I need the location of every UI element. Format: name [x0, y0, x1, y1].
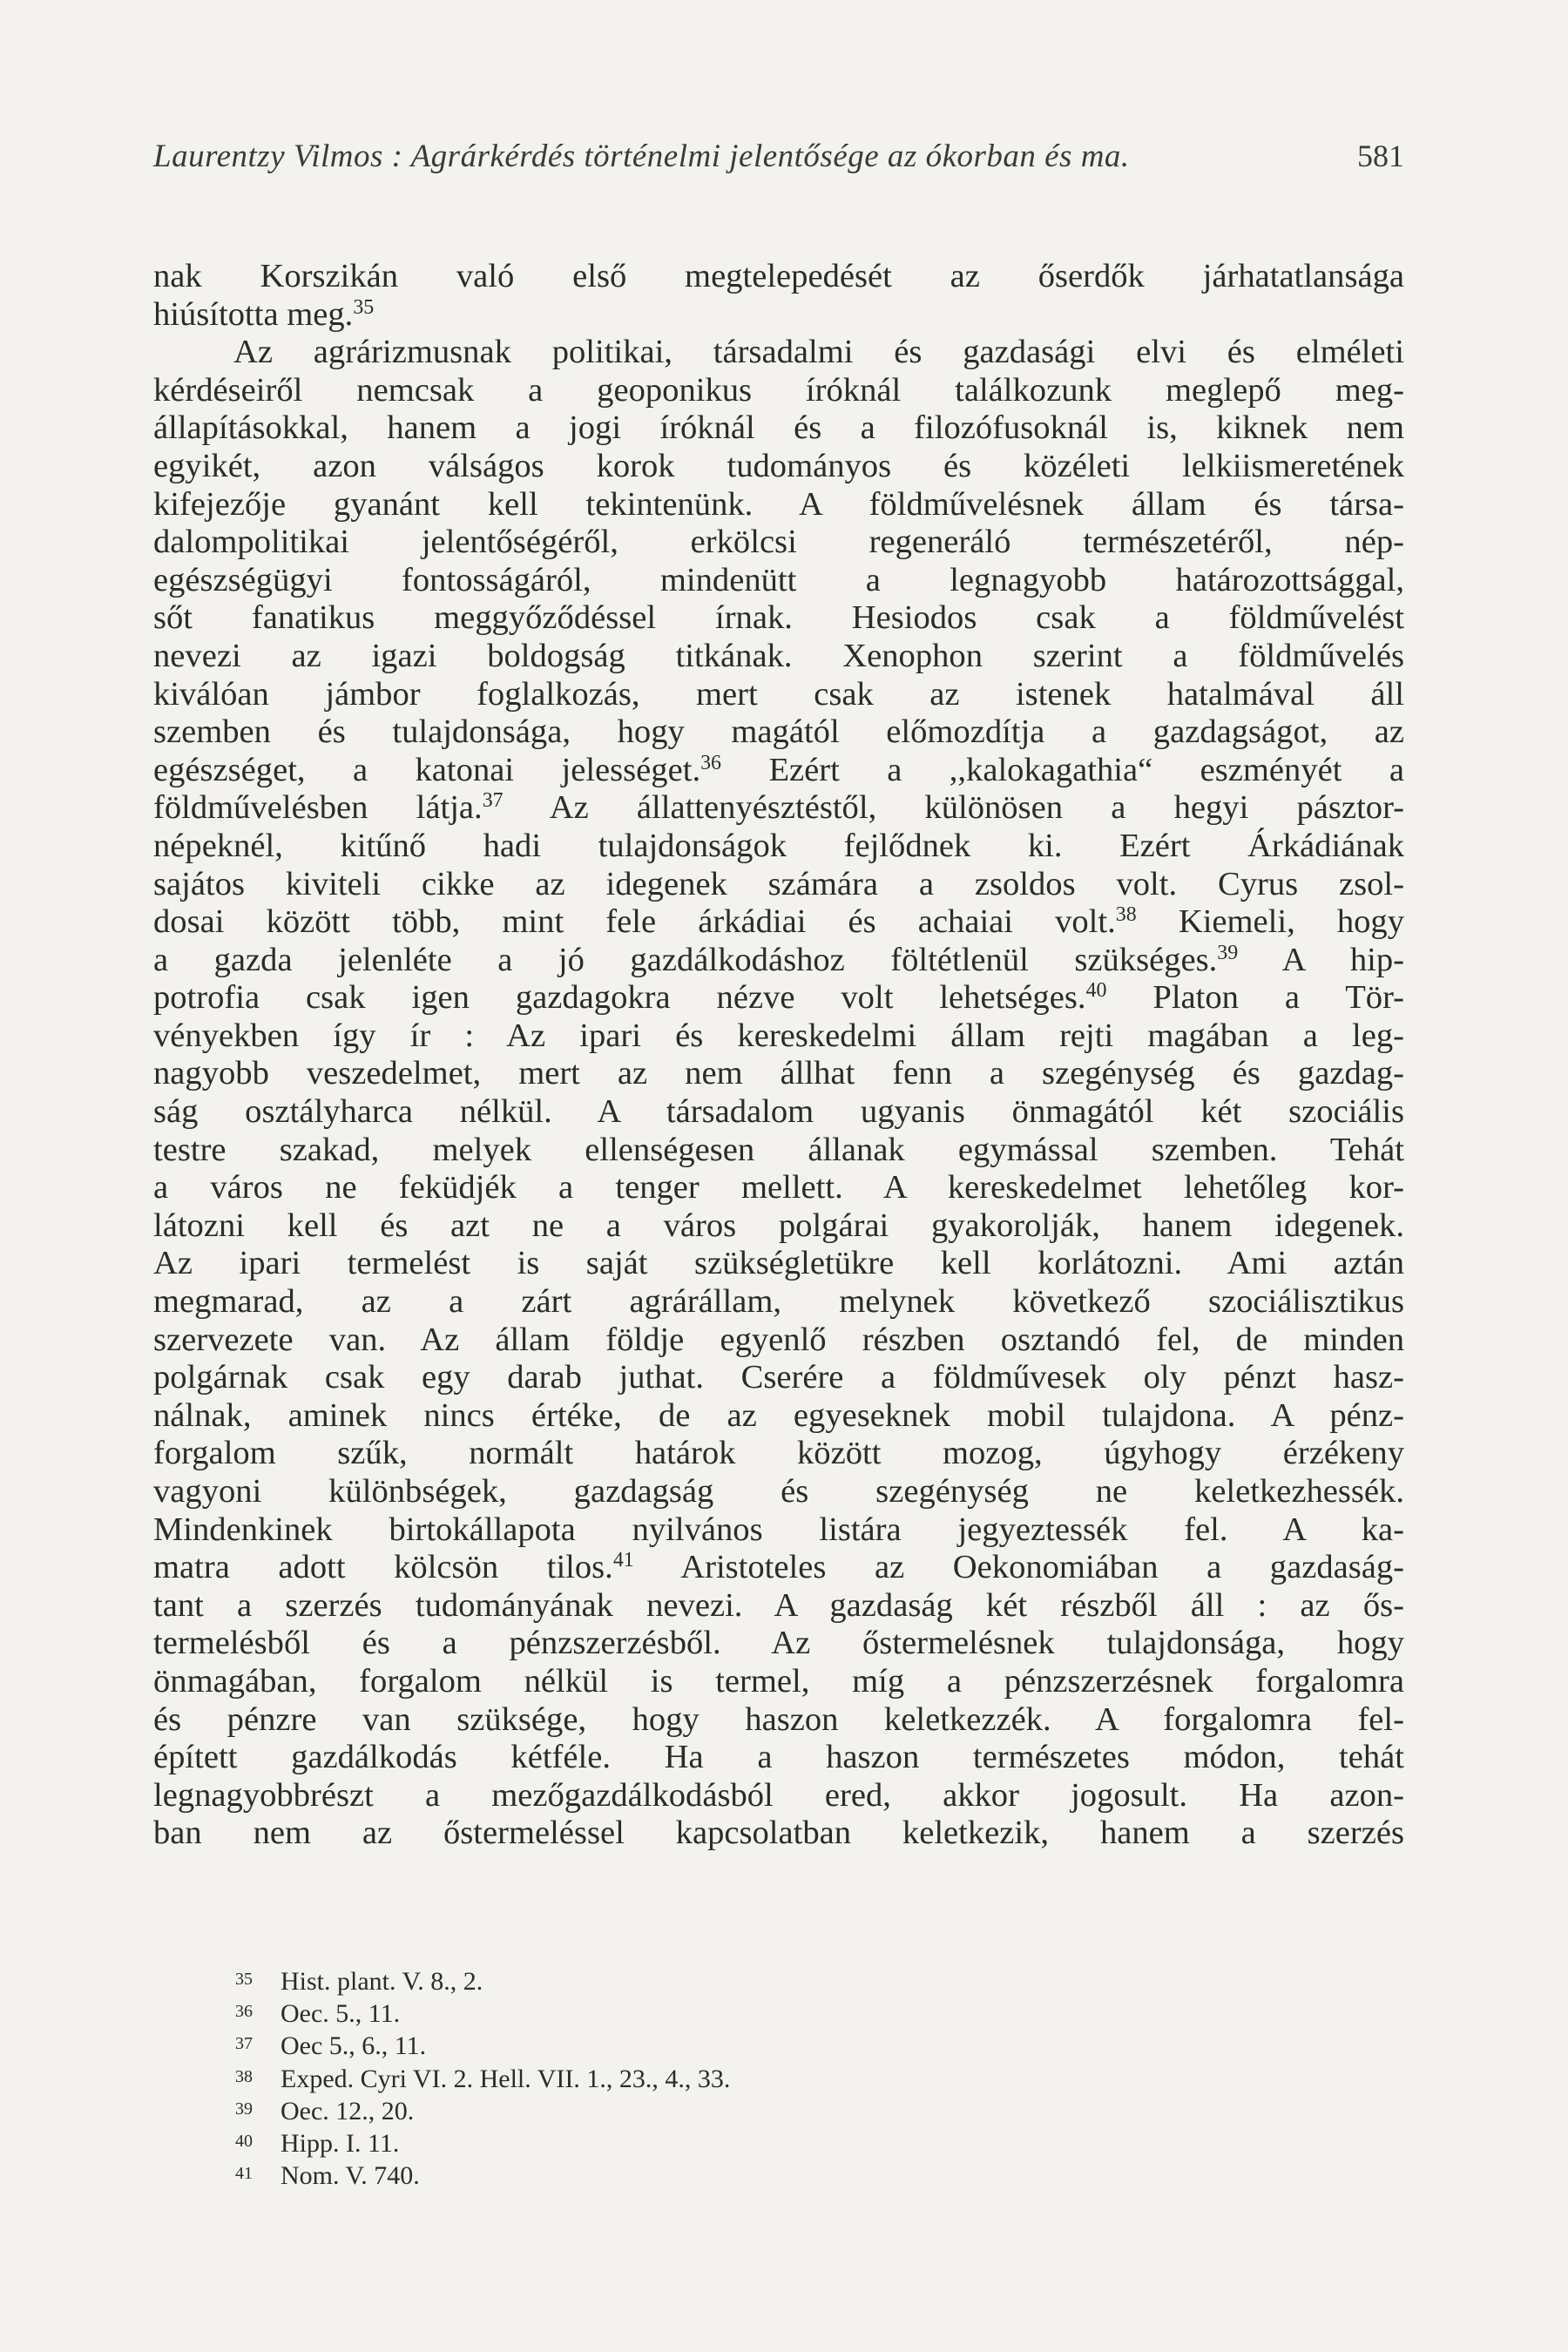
- text-line: egészségügyi fontosságáról, mindenütt a legnagyobb határozottsággal,: [153, 561, 1404, 598]
- footnote: [235, 1999, 1281, 2031]
- running-title: Laurentzy Vilmos : Agrárkérdés történelmi jelentősége az ókorban és ma.: [153, 139, 1130, 174]
- text-line: hiúsította meg.$^{35}$: [153, 295, 375, 333]
- footnote-text: Nom. V. 740.: [280, 2161, 420, 2191]
- footnote-ref: 38: [1115, 902, 1137, 926]
- text-line: önmagában, forgalom nélkül is termel, míg a pénzszerzésnek forgalomra: [153, 1662, 1404, 1700]
- text-line: nevezi az igazi boldogság titkának. Xenophon szerint a földművelés: [153, 637, 1404, 674]
- footnote-text: Hipp. I. 11.: [280, 2129, 400, 2159]
- text-line: szemben és tulajdonsága, hogy magától előmozdítja a gazdagságot, az: [153, 713, 1404, 751]
- footnote-text: Oec. 5., 11.: [280, 1999, 401, 2029]
- text-line: potrofia csak igen gazdagokra nézve volt lehetséges.$^{40}$ Platon a Tör-: [153, 979, 1404, 1017]
- text-line: Mindenkinek birtokállapota nyilvános listára jegyeztessék fel. A ka-: [153, 1511, 1404, 1548]
- text-line: kifejezője gyanánt kell tekintenünk. A földművelésnek állam és társa-: [153, 485, 1404, 523]
- footnote: [235, 2161, 1281, 2193]
- footnote: [235, 1967, 1281, 1999]
- text-line: matra adott kölcsön tilos.$^{41}$ Aristoteles az Oekonomiában a gazdaság-: [153, 1549, 1405, 1586]
- footnote-ref: 40: [1085, 979, 1107, 1003]
- footnote-text: Oec 5., 6., 11.: [280, 2031, 427, 2061]
- footnote-number: 41: [235, 2164, 253, 2184]
- footnote: [235, 2129, 1281, 2161]
- text-line: testre szakad, melyek ellenségesen állanak egymással szemben. Tehát: [153, 1131, 1404, 1168]
- text-line: egészséget, a katonai jelességet.$^{36}$ Ezért a ,,kalokagathia“ eszményét a: [153, 751, 1405, 788]
- text-line: tant a szerzés tudományának nevezi. A gazdaság két részből áll : az ős-: [153, 1586, 1404, 1624]
- text-line: vényekben így ír : Az ipari és kereskedelmi állam rejti magában a leg-: [153, 1017, 1404, 1054]
- footnote-number: 38: [235, 2066, 253, 2086]
- text-line: földművelésben látja.$^{37}$ Az állattenyésztéstől, különösen a hegyi pásztor-: [153, 789, 1404, 827]
- footnote: [235, 2065, 1281, 2097]
- text-line: egyikét, azon válságos korok tudományos és közéleti lelkiismeretének: [153, 447, 1404, 484]
- text-line: legnagyobbrészt a mezőgazdálkodásból ered, akkor jogosult. Ha azon-: [153, 1776, 1404, 1814]
- text-line: látozni kell és azt ne a város polgárai gyakorolják, hanem idegenek.: [153, 1206, 1404, 1244]
- text-line: nagyobb veszedelmet, mert az nem állhat fenn a szegénység és gazdag-: [153, 1055, 1404, 1092]
- footnote-number: 37: [235, 2034, 253, 2054]
- text-line: nálnak, aminek nincs értéke, de az egyeseknek mobil tulajdona. A pénz-: [153, 1396, 1404, 1434]
- footnote-ref: 39: [1217, 941, 1239, 964]
- text-line: népeknél, kitűnő hadi tulajdonságok fejlődnek ki. Ezért Árkádiának: [153, 827, 1404, 864]
- text-line: szervezete van. Az állam földje egyenlő részben osztandó fel, de minden: [153, 1321, 1404, 1358]
- footnote-text: Exped. Cyri VI. 2. Hell. VII. 1., 23., 4., 33.: [280, 2064, 731, 2093]
- text-line: Az ipari termelést is saját szükségletükre kell korlátozni. Ami aztán: [153, 1245, 1404, 1282]
- text-line: termelésből és a pénzszerzésből. Az őstermelésnek tulajdonsága, hogy: [153, 1625, 1404, 1662]
- footnote-ref: 37: [482, 789, 504, 813]
- footnote-ref: 35: [353, 295, 375, 319]
- text-line: dosai között több, mint fele árkádiai és achaiai volt.$^{38}$ Kiemeli, hogy: [153, 902, 1405, 941]
- footnotes: [235, 1967, 1281, 2193]
- body-text: [153, 258, 1404, 1853]
- text-line: ság osztályharca nélkül. A társadalom ugyanis önmagától két szociális: [153, 1093, 1404, 1131]
- text-line: állapításokkal, hanem a jogi íróknál és a filozófusoknál is, kiknek nem: [153, 409, 1404, 447]
- text-line: ban nem az őstermeléssel kapcsolatban keletkezik, hanem a szerzés: [153, 1815, 1404, 1852]
- text-line: kiválóan jámbor foglalkozás, mert csak az istenek hatalmával áll: [153, 675, 1404, 713]
- text-line: megmarad, az a zárt agrárállam, melynek következő szociálisztikus: [153, 1283, 1404, 1321]
- footnote: [235, 2031, 1281, 2064]
- footnote-ref: 36: [700, 751, 722, 774]
- text-line: nak Korszikán való első megtelepedését az őserdők járhatatlansága: [153, 258, 1404, 294]
- text-line: forgalom szűk, normált határok között mozog, úgyhogy érzékeny: [153, 1435, 1404, 1472]
- text-line: és pénzre van szüksége, hogy haszon keletkezzék. A forgalomra fel-: [153, 1700, 1404, 1738]
- footnote: [235, 2097, 1281, 2129]
- text-line: dalompolitikai jelentőségéről, erkölcsi regeneráló természetéről, nép-: [153, 524, 1404, 561]
- page-header: [153, 138, 1404, 175]
- footnote-number: 35: [235, 1970, 253, 1989]
- text-line: kérdéseiről nemcsak a geoponikus íróknál találkozunk meglepő meg-: [153, 371, 1404, 409]
- text-line: sajátos kiviteli cikke az idegenek számára a zsoldos volt. Cyrus zsol-: [153, 865, 1404, 902]
- text-line: vagyoni különbségek, gazdagság és szegénység ne keletkezhessék.: [153, 1473, 1404, 1510]
- footnote-ref: 41: [612, 1549, 634, 1572]
- footnote-text: Oec. 12., 20.: [280, 2096, 415, 2126]
- footnote-number: 36: [235, 2002, 253, 2022]
- text-line: sőt fanatikus meggyőződéssel írnak. Hesiodos csak a földművelést: [153, 599, 1404, 637]
- footnote-number: 40: [235, 2132, 253, 2152]
- page-number: 581: [1357, 139, 1404, 173]
- text-line: polgárnak csak egy darab juthat. Cserére a földművesek oly pénzt hasz-: [153, 1359, 1404, 1396]
- text-line: Az agrárizmusnak politikai, társadalmi és gazdasági elvi és elméleti: [233, 334, 1404, 371]
- footnote-number: 39: [235, 2099, 253, 2119]
- text-line: épített gazdálkodás kétféle. Ha a haszon természetes módon, tehát: [153, 1739, 1404, 1776]
- text-line: a város ne feküdjék a tenger mellett. A kereskedelmet lehetőleg kor-: [153, 1169, 1404, 1206]
- text-line: a gazda jelenléte a jó gazdálkodáshoz föltétlenül szükséges.$^{39}$ A hip-: [153, 941, 1404, 978]
- footnote-text: Hist. plant. V. 8., 2.: [280, 1967, 483, 1996]
